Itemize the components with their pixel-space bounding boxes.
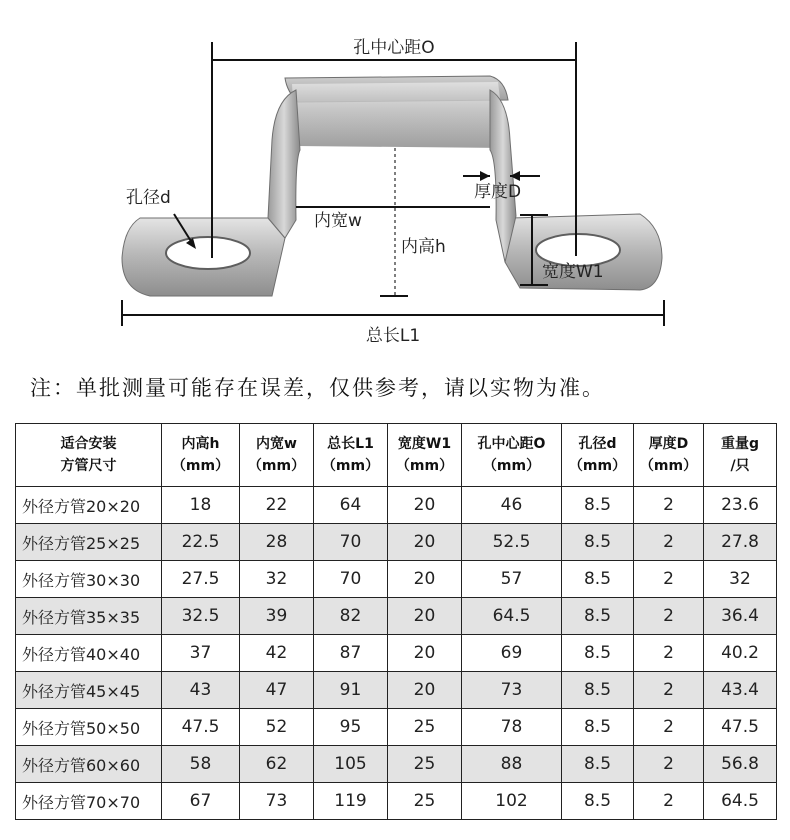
table-cell: 70 <box>314 524 388 561</box>
table-cell: 20 <box>388 561 462 598</box>
table-row <box>16 746 777 783</box>
header-line: （mm） <box>321 458 380 474</box>
table-cell: 27.8 <box>704 524 777 561</box>
table-cell: 37 <box>162 635 240 672</box>
table-cell: 2 <box>634 783 704 820</box>
table-row <box>16 561 777 598</box>
label-hole-center-distance: 孔中心距O <box>353 38 435 58</box>
table-cell: 8.5 <box>562 598 634 635</box>
table-cell: 78 <box>462 709 562 746</box>
header-line: /只 <box>730 458 750 474</box>
table-cell: 8.5 <box>562 524 634 561</box>
table-cell: 36.4 <box>704 598 777 635</box>
table-cell: 25 <box>388 709 462 746</box>
header-inner-width <box>240 424 314 487</box>
header-line: 孔径d <box>578 436 617 452</box>
cell-pipe-size: 外径方管70×70 <box>16 783 162 820</box>
header-total-length <box>314 424 388 487</box>
label-hole-diameter: 孔径d <box>126 188 171 208</box>
measurement-note: 注：单批测量可能存在误差，仅供参考，请以实物为准。 <box>30 376 605 400</box>
table-cell: 20 <box>388 598 462 635</box>
table-cell: 2 <box>634 709 704 746</box>
table-cell: 28 <box>240 524 314 561</box>
table-row <box>16 635 777 672</box>
table-cell: 46 <box>462 487 562 524</box>
table-cell: 2 <box>634 746 704 783</box>
table-row <box>16 709 777 746</box>
header-line: 孔中心距O <box>477 436 546 452</box>
header-width <box>388 424 462 487</box>
cell-pipe-size: 外径方管45×45 <box>16 672 162 709</box>
header-line: 宽度W1 <box>397 436 452 452</box>
table-cell: 57 <box>462 561 562 598</box>
header-line: 内高h <box>181 436 220 452</box>
table-cell: 20 <box>388 524 462 561</box>
table-cell: 32 <box>240 561 314 598</box>
table-cell: 64.5 <box>704 783 777 820</box>
table-cell: 119 <box>314 783 388 820</box>
table-cell: 8.5 <box>562 635 634 672</box>
table-cell: 102 <box>462 783 562 820</box>
table-cell: 62 <box>240 746 314 783</box>
table-cell: 20 <box>388 635 462 672</box>
header-line: （mm） <box>639 458 698 474</box>
table-cell: 8.5 <box>562 672 634 709</box>
table-cell: 52.5 <box>462 524 562 561</box>
table-cell: 25 <box>388 746 462 783</box>
table-cell: 56.8 <box>704 746 777 783</box>
header-thickness <box>634 424 704 487</box>
table-cell: 47.5 <box>704 709 777 746</box>
table-row <box>16 598 777 635</box>
table-cell: 22 <box>240 487 314 524</box>
table-cell: 64.5 <box>462 598 562 635</box>
table-cell: 20 <box>388 487 462 524</box>
table-row <box>16 487 777 524</box>
table-cell: 43.4 <box>704 672 777 709</box>
label-inner-height: 内高h <box>401 237 446 257</box>
header-pipe-size <box>16 424 162 487</box>
cell-pipe-size: 外径方管20×20 <box>16 487 162 524</box>
header-line: （mm） <box>482 458 541 474</box>
table-cell: 20 <box>388 672 462 709</box>
header-line: 总长L1 <box>327 436 374 452</box>
cell-pipe-size: 外径方管35×35 <box>16 598 162 635</box>
table-cell: 22.5 <box>162 524 240 561</box>
table-cell: 2 <box>634 598 704 635</box>
table-cell: 8.5 <box>562 561 634 598</box>
cell-pipe-size: 外径方管25×25 <box>16 524 162 561</box>
table-cell: 47 <box>240 672 314 709</box>
table-cell: 69 <box>462 635 562 672</box>
table-cell: 2 <box>634 487 704 524</box>
table-cell: 58 <box>162 746 240 783</box>
table-cell: 32 <box>704 561 777 598</box>
table-cell: 8.5 <box>562 487 634 524</box>
table-cell: 25 <box>388 783 462 820</box>
header-line: （mm） <box>568 458 627 474</box>
table-cell: 18 <box>162 487 240 524</box>
cell-pipe-size: 外径方管30×30 <box>16 561 162 598</box>
table-cell: 52 <box>240 709 314 746</box>
cell-pipe-size: 外径方管60×60 <box>16 746 162 783</box>
header-line: 重量g <box>720 436 760 452</box>
cell-pipe-size: 外径方管50×50 <box>16 709 162 746</box>
table-cell: 2 <box>634 524 704 561</box>
table-cell: 23.6 <box>704 487 777 524</box>
label-width-w1: 宽度W1 <box>542 262 604 282</box>
table-header-row <box>16 424 777 487</box>
header-line: 方管尺寸 <box>60 458 117 474</box>
label-inner-width: 内宽w <box>314 211 362 231</box>
table-cell: 70 <box>314 561 388 598</box>
header-hole-diameter <box>562 424 634 487</box>
table-cell: 39 <box>240 598 314 635</box>
table-cell: 82 <box>314 598 388 635</box>
label-thickness: 厚度D <box>474 182 522 202</box>
table-cell: 40.2 <box>704 635 777 672</box>
label-total-length: 总长L1 <box>365 326 421 346</box>
table-cell: 105 <box>314 746 388 783</box>
cell-pipe-size: 外径方管40×40 <box>16 635 162 672</box>
table-cell: 8.5 <box>562 709 634 746</box>
table-cell: 32.5 <box>162 598 240 635</box>
table-cell: 91 <box>314 672 388 709</box>
table-cell: 42 <box>240 635 314 672</box>
table-cell: 64 <box>314 487 388 524</box>
header-line: （mm） <box>171 458 230 474</box>
table-cell: 73 <box>462 672 562 709</box>
table-cell: 87 <box>314 635 388 672</box>
table-cell: 2 <box>634 635 704 672</box>
spec-table <box>15 423 777 820</box>
table-cell: 27.5 <box>162 561 240 598</box>
table-cell: 73 <box>240 783 314 820</box>
table-body <box>16 487 777 820</box>
header-weight <box>704 424 777 487</box>
header-hole-center-distance <box>462 424 562 487</box>
header-line: 内宽w <box>256 436 297 452</box>
table-cell: 88 <box>462 746 562 783</box>
header-inner-height <box>162 424 240 487</box>
table-cell: 95 <box>314 709 388 746</box>
table-cell: 67 <box>162 783 240 820</box>
table-cell: 8.5 <box>562 746 634 783</box>
table-cell: 2 <box>634 672 704 709</box>
header-line: 厚度D <box>648 436 689 452</box>
header-line: （mm） <box>247 458 306 474</box>
bracket-diagram <box>0 0 790 360</box>
table-row <box>16 524 777 561</box>
table-cell: 8.5 <box>562 783 634 820</box>
table-cell: 47.5 <box>162 709 240 746</box>
table-row <box>16 672 777 709</box>
table-cell: 2 <box>634 561 704 598</box>
table-row <box>16 783 777 820</box>
header-line: （mm） <box>395 458 454 474</box>
table-cell: 43 <box>162 672 240 709</box>
header-line: 适合安装 <box>60 436 117 452</box>
